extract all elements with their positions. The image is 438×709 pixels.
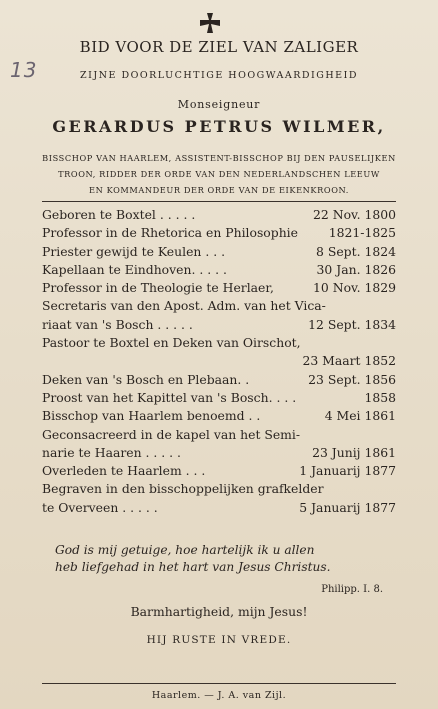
prayer-line: Barmhartigheid, mijn Jesus! — [130, 604, 308, 619]
timeline-row: Pastoor te Boxtel en Deken van Oirschot, — [42, 335, 301, 351]
divider-top — [42, 201, 396, 202]
timeline-row: riaat van 's Bosch . . . . . 12 Sept. 1834 — [42, 316, 396, 332]
timeline-list — [42, 207, 396, 518]
cross-icon — [199, 12, 221, 34]
timeline-row: Priester gewijd te Keulen . . . 8 Sept. 1824 — [42, 243, 396, 259]
timeline-row: Professor in de Rhetorica en Philosophie 1821-1825 — [42, 225, 396, 241]
timeline-row: 23 Maart 1852 — [302, 353, 396, 369]
timeline-row: Geconsacreerd in de kapel van het Semi- — [42, 426, 301, 442]
quote-citation: Philipp. I. 8. — [321, 584, 383, 595]
timeline-row: Geboren te Boxtel . . . . . 22 Nov. 1800 — [42, 207, 396, 222]
ecclesiastical-titles — [12, 151, 426, 198]
deceased-name: GERARDUS PETRUS WILMER, — [52, 117, 386, 136]
timeline-row: Proost van het Kapittel van 's Bosch. . . . 1858 — [42, 389, 396, 405]
scripture-quote — [55, 542, 395, 576]
titles-line: TROON, RIDDER DER ORDE VAN DEN NEDERLANDSCHEN LEEUW — [58, 168, 380, 179]
rest-in-peace-line: HIJ RUSTE IN VREDE. — [146, 634, 292, 646]
handwritten-number: 13 — [10, 58, 38, 82]
card-title: BID VOOR DE ZIEL VAN ZALIGER — [79, 38, 359, 56]
titles-line: BISSCHOP VAN HAARLEM, ASSISTENT-BISSCHOP BIJ DEN PAUSELIJKEN — [42, 153, 396, 163]
timeline-row: Bisschop van Haarlem benoemd . . 4 Mei 1861 — [42, 408, 396, 424]
timeline-row: Professor in de Theologie te Herlaer, 10 Nov. 1829 — [42, 280, 396, 296]
quote-line: God is mij getuige, hoe hartelijk ik u allen — [55, 543, 315, 557]
timeline-row: Deken van 's Bosch en Plebaan. . 23 Sept. 1856 — [42, 371, 396, 387]
timeline-row: Secretaris van den Apost. Adm. van het Vica- — [42, 298, 326, 314]
timeline-row: te Overveen . . . . . 5 Januarij 1877 — [42, 499, 396, 515]
printer-footer: Haarlem. — J. A. van Zijl. — [151, 690, 287, 701]
divider-bottom — [42, 683, 396, 684]
timeline-row: Begraven in den bisschoppelijken grafkelder — [42, 481, 324, 497]
quote-line: heb liefgehad in het hart van Jesus Christus. — [55, 560, 331, 574]
monseigneur-label: Monseigneur — [177, 98, 261, 111]
timeline-row: Kapellaan te Eindhoven. . . . . 30 Jan. 1826 — [42, 261, 396, 277]
titles-line: EN KOMMANDEUR DER ORDE VAN DE EIKENKROON. — [89, 184, 349, 195]
timeline-row: Overleden te Haarlem . . . 1 Januarij 1877 — [42, 463, 396, 479]
timeline-row: narie te Haaren . . . . . 23 Junij 1861 — [42, 444, 396, 460]
honorific-line: ZIJNE DOORLUCHTIGE HOOGWAARDIGHEID — [80, 70, 358, 81]
